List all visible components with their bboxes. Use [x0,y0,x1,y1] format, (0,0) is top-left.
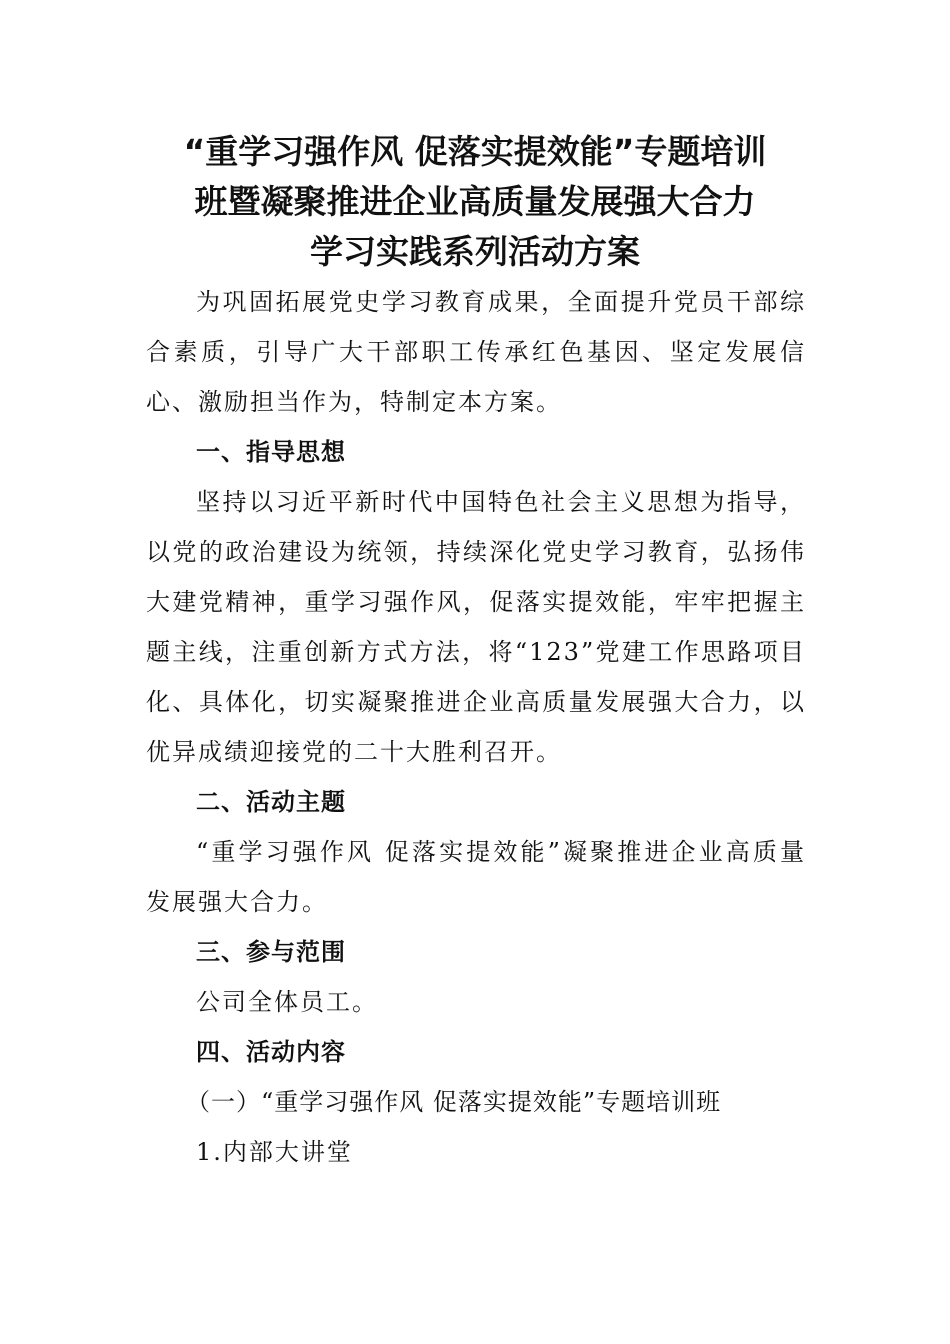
subsection-training-class: （一）“重学习强作风 促落实提效能”专题培训班 [186,1088,722,1116]
section-heading-scope: 三、参与范围 [196,938,346,966]
intro-paragraph: 为巩固拓展党史学习教育成果，全面提升党员干部综合素质，引导广大干部职工传承红色基因、坚定发展信心、激励担当作为，特制定本方案。 [146,288,806,416]
activity-theme-paragraph: “重学习强作风 促落实提效能”凝聚推进企业高质量发展强大合力。 [146,838,806,916]
title-line-1: “重学习强作风 促落实提效能”专题培训 [183,132,767,171]
section-heading-activity-content: 四、活动内容 [196,1038,346,1066]
document-title [100,127,850,277]
section-heading-activity-theme: 二、活动主题 [196,788,346,816]
document-body [146,277,806,1177]
title-line-3: 学习实践系列活动方案 [310,232,640,271]
guiding-thought-paragraph: 坚持以习近平新时代中国特色社会主义思想为指导，以党的政治建设为统领，持续深化党史学习教育，弘扬伟大建党精神，重学习强作风，促落实提效能，牢牢把握主题主线，注重创新方式方法，将“123”党建工作思路项目化、具体化，切实凝聚推进企业高质量发展强大合力，以优异成绩迎接党的二十大胜利召开。 [146,488,806,766]
item-internal-lecture: 1.内部大讲堂 [196,1138,353,1166]
title-line-2: 班暨凝聚推进企业高质量发展强大合力 [194,182,756,221]
scope-paragraph: 公司全体员工。 [196,988,378,1016]
section-heading-guiding-thought: 一、指导思想 [196,438,346,466]
